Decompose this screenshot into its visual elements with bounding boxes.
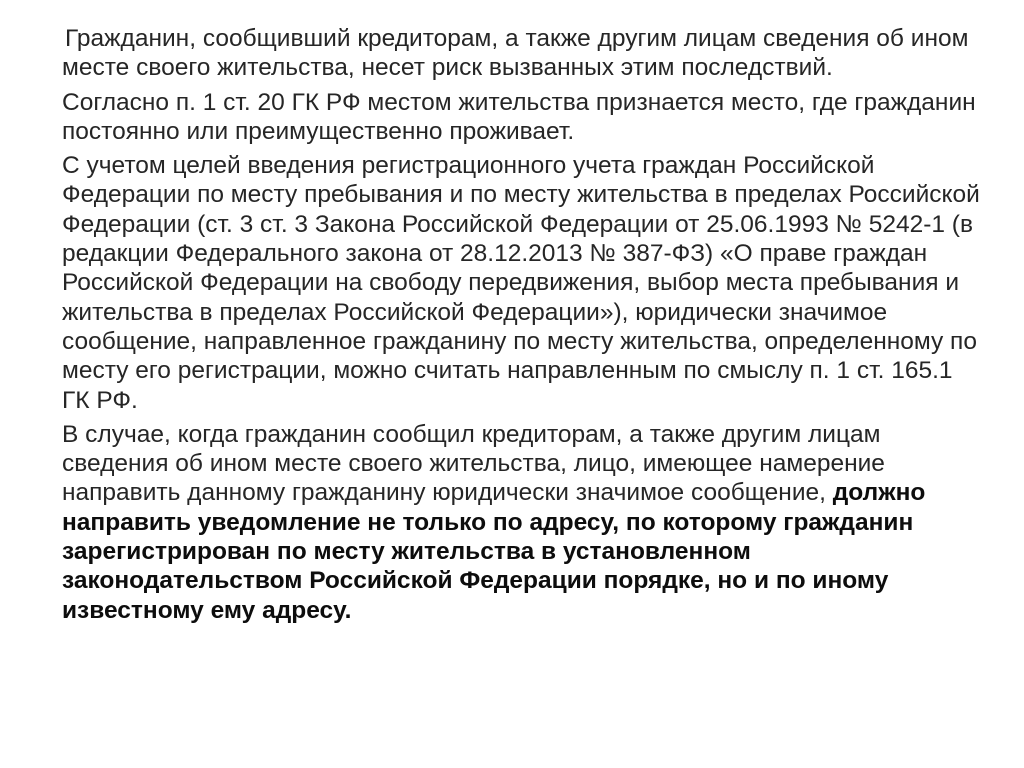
paragraph-place-of-residence-definition <box>62 88 982 147</box>
paragraph-4-bold-text: должно направить уведомление не только по адресу, по которому гражданин зарегистрирован по месту жительства в установленном законодательством Российской Федерации порядке, но и по иному известному ему адресу. <box>62 479 926 624</box>
slide-text-body <box>62 24 982 630</box>
paragraph-3-text: С учетом целей введения регистрационного учета граждан Российской Федерации по месту пребывания и по месту жительства в пределах Российской Федерации (ст. 3 ст. 3 Закона Российской Федерации от 25.06.1993 № 5242-1 (в редакции Федерального закона от 28.12.2013 № 387-ФЗ) «О праве граждан Российской Федерации на свободу передвижения, выбор места пребывания и жительства в пределах Российской Федерации»), юридически значимое сообщение, направленное гражданину по месту жительства, определенному по месту его регистрации, можно считать направленным по смыслу п. 1 ст. 165.1 ГК РФ. <box>62 152 980 414</box>
paragraph-risk-of-other-address <box>62 24 982 83</box>
paragraph-2-text: Согласно п. 1 ст. 20 ГК РФ местом жительства признается место, где гражданин постоянно или преимущественно проживает. <box>62 88 976 145</box>
paragraph-4-text: В случае, когда гражданин сообщил кредиторам, а также другим лицам сведения об ином месте своего жительства, лицо, имеющее намерение направить данному гражданину юридически значимое сообщение, <box>62 420 885 507</box>
paragraph-1-text: Гражданин, сообщивший кредиторам, а также другим лицам сведения об ином месте своего жительства, несет риск вызванных этим последствий. <box>62 25 969 82</box>
paragraph-notice-obligation <box>62 420 982 625</box>
paragraph-registration-notice <box>62 151 982 415</box>
